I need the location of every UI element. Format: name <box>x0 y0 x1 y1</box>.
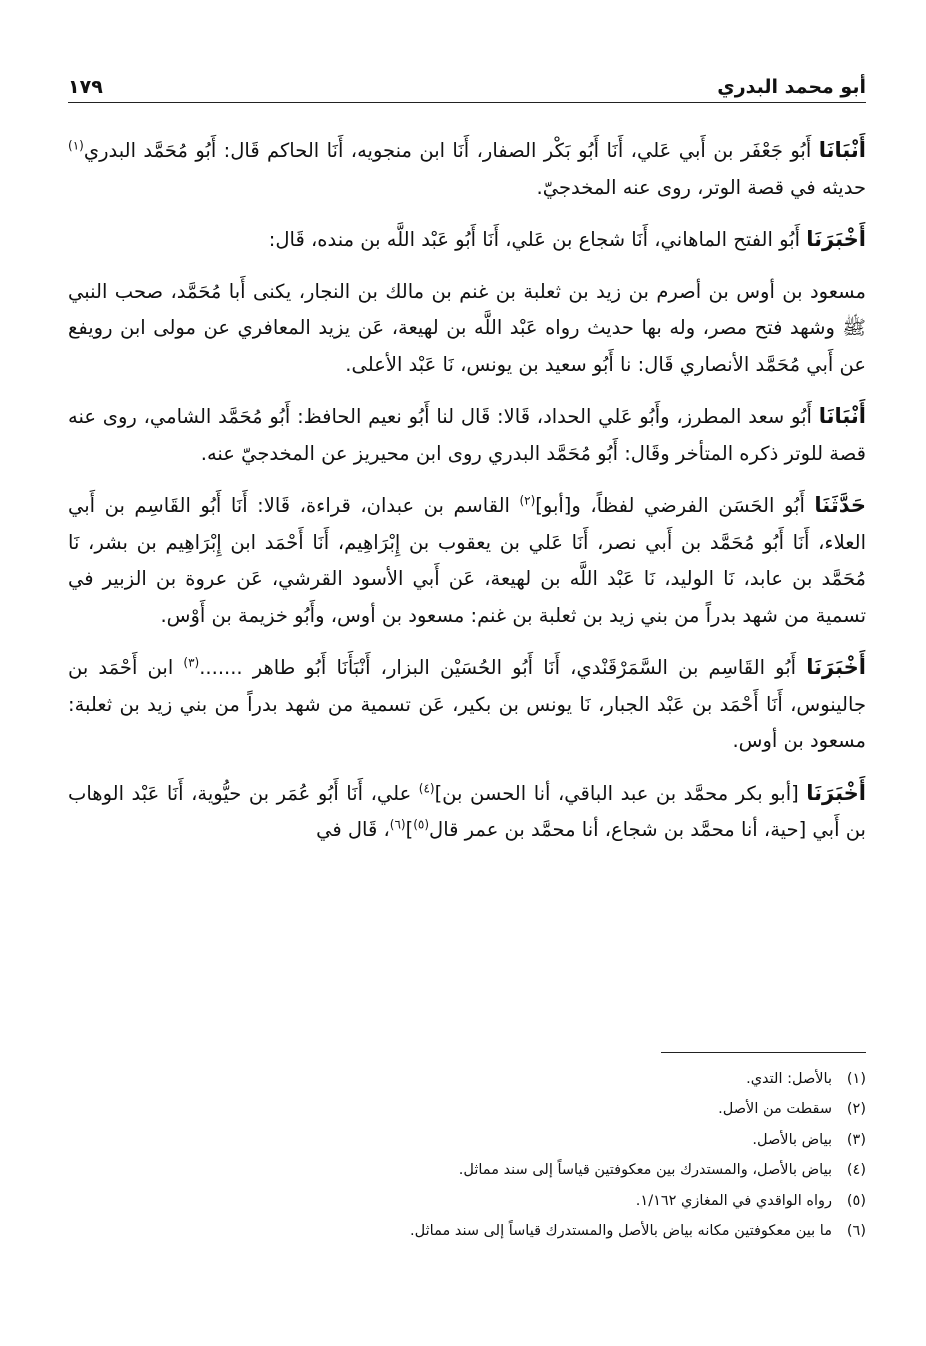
transmission-term: حَدَّثَنَا <box>814 493 866 517</box>
footnote <box>68 1155 866 1185</box>
paragraph-text: ابن أَحْمَد بن جالينوس، أَنَا أَحْمَد بن عَبْد الجبار، نَا يونس بن بكير، عَن تسمية من شهد بدراً من بني زيد بن ثعلبة: مسعود بن أوس. <box>68 656 866 752</box>
footnote <box>68 1216 866 1246</box>
footnote-number: (٢) <box>846 1101 866 1118</box>
paragraph <box>68 487 866 634</box>
footnote-number: (٣) <box>846 1131 866 1148</box>
paragraph <box>68 221 866 259</box>
paragraph <box>68 775 866 849</box>
footnote-text: بياض بالأصل. <box>752 1131 832 1148</box>
footnote-ref: (٢) <box>519 493 536 508</box>
footnote <box>68 1064 866 1094</box>
paragraph-text: ، قَال في <box>316 818 390 841</box>
transmission-term: أَنْبَانَا <box>818 138 866 162</box>
main-text <box>68 132 866 864</box>
footnote-ref: (٥) <box>413 817 430 832</box>
footnote-ref: (١) <box>68 138 84 153</box>
transmission-term: أَخْبَرَنَا <box>806 655 866 679</box>
footnote-number: (١) <box>846 1071 866 1087</box>
footnotes <box>68 1064 866 1246</box>
chapter-title: أبو محمد البدري <box>717 76 866 98</box>
footnote-number: (٦) <box>846 1223 866 1240</box>
footnote-text: رواه الواقدي في المغازي ١/١٦٢. <box>635 1192 832 1209</box>
footnote <box>68 1186 866 1216</box>
paragraph-text: أَبُو سعد المطرز، وأَبُو عَلي الحداد، قَالا: قَال لنا أَبُو نعيم الحافظ: أَبُو مُحَمَّد الشامي، روى عنه قصة للوتر ذكره المتأخر وقَال: أَبُو مُحَمَّد البدري روى ابن محيريز عن المخدجيّ عنه. <box>68 405 866 465</box>
footnote-text: ما بين معكوفتين مكانه بياض بالأصل والمستدرك قياساً إلى سند مماثل. <box>410 1223 832 1240</box>
paragraph <box>68 132 866 206</box>
paragraph-text: علي، أَنَا أَبُو عُمَر بن حيُّوية، أَنَا عَبْد الوهاب بن أَبي [حية، أنا محمَّد بن شجاع، أنا محمَّد بن عمر قال <box>68 781 866 841</box>
footnote-ref: (٦) <box>389 817 406 832</box>
footnote <box>68 1094 866 1124</box>
paragraph <box>68 649 866 760</box>
footnote-text: بالأصل: التدي. <box>746 1071 832 1087</box>
footnote-ref: (٤) <box>418 781 435 795</box>
footnote-divider <box>661 1052 866 1053</box>
paragraph-text: [أبو بكر محمَّد بن عبد الباقي، أنا الحسن بن] <box>434 781 807 805</box>
footnote-ref: (٣) <box>183 655 200 670</box>
paragraph-text: أَبُو الفتح الماهاني، أَنَا شجاع بن عَلي، أَنَا أَبُو عَبْد اللَّه بن منده، قَال: <box>268 228 807 251</box>
paragraph-text: حديثه في قصة الوتر، روى عنه المخدجيّ. <box>536 175 866 199</box>
footnote-number: (٥) <box>846 1192 866 1209</box>
transmission-term: أَنْبَانَا <box>818 404 866 428</box>
footnote-number: (٤) <box>846 1162 866 1179</box>
paragraph-text: ] <box>405 818 414 841</box>
transmission-term: أَخْبَرَنَا <box>806 227 866 251</box>
page-number: ١٧٩ <box>68 76 103 98</box>
paragraph-text: أَبُو القَاسِم بن السَّمَرْقَنْدي، أَنَا أَبُو الحُسَيْن البزار، أَنْبَأَنَا أَبُو طاهر ....... <box>199 656 807 679</box>
footnote <box>68 1125 866 1155</box>
paragraph-text: أَبُو جَعْفَر بن أَبي عَلي، أَنَا أَبُو بَكْر الصفار، أَنَا ابن منجويه، أَنَا الحاكم قَال: أَبُو مُحَمَّد البدري <box>83 139 819 162</box>
paragraph-text: القاسم بن عبدان، قراءة، قَالا: أَنَا أَبُو القَاسِم بن أَبي العلاء، أَنَا أَبُو مُحَمَّد بن أَبي نصر، أَنَا عَلي بن يعقوب بن إِبْرَاهِيم، أَنَا أَحْمَد ابن إِبْرَاهِيم بن بشر، نَا مُحَمَّد بن عابد، نَا الوليد، نَا عَبْد اللَّه بن لهيعة، عَن أَبي الأسود القرشي، عَن عروة بن الزبير في تسمية من شهد بدراً من بني زيد بن ثعلبة بن غنم: مسعود بن أوس، وأَبُو خزيمة بن أَوْس. <box>68 494 866 627</box>
paragraph <box>68 398 866 472</box>
transmission-term: أَخْبَرَنَا <box>806 780 866 805</box>
footnote-text: بياض بالأصل، والمستدرك بين معكوفتين قياساً إلى سند مماثل. <box>458 1162 832 1179</box>
paragraph-text: مسعود بن أوس بن أصرم بن زيد بن ثعلبة بن غنم بن مالك بن النجار، يكنى أَبا مُحَمَّد، صحب النبي ﷺ وشهد فتح مصر، وله بها حديث رواه عَبْد اللَّه بن لهيعة، عَن يزيد المعافري عن مولى ابن رويفع عن أَبي مُحَمَّد الأنصاري قَال: نا أَبُو سعيد بن يونس، نَا عَبْد الأعلى. <box>68 279 866 376</box>
footnote-text: سقطت من الأصل. <box>718 1101 832 1118</box>
running-header <box>68 62 866 103</box>
paragraph-text: أَبُو الحَسَن الفرضي لفظاً، و[أبو] <box>535 494 815 517</box>
paragraph <box>68 274 866 384</box>
